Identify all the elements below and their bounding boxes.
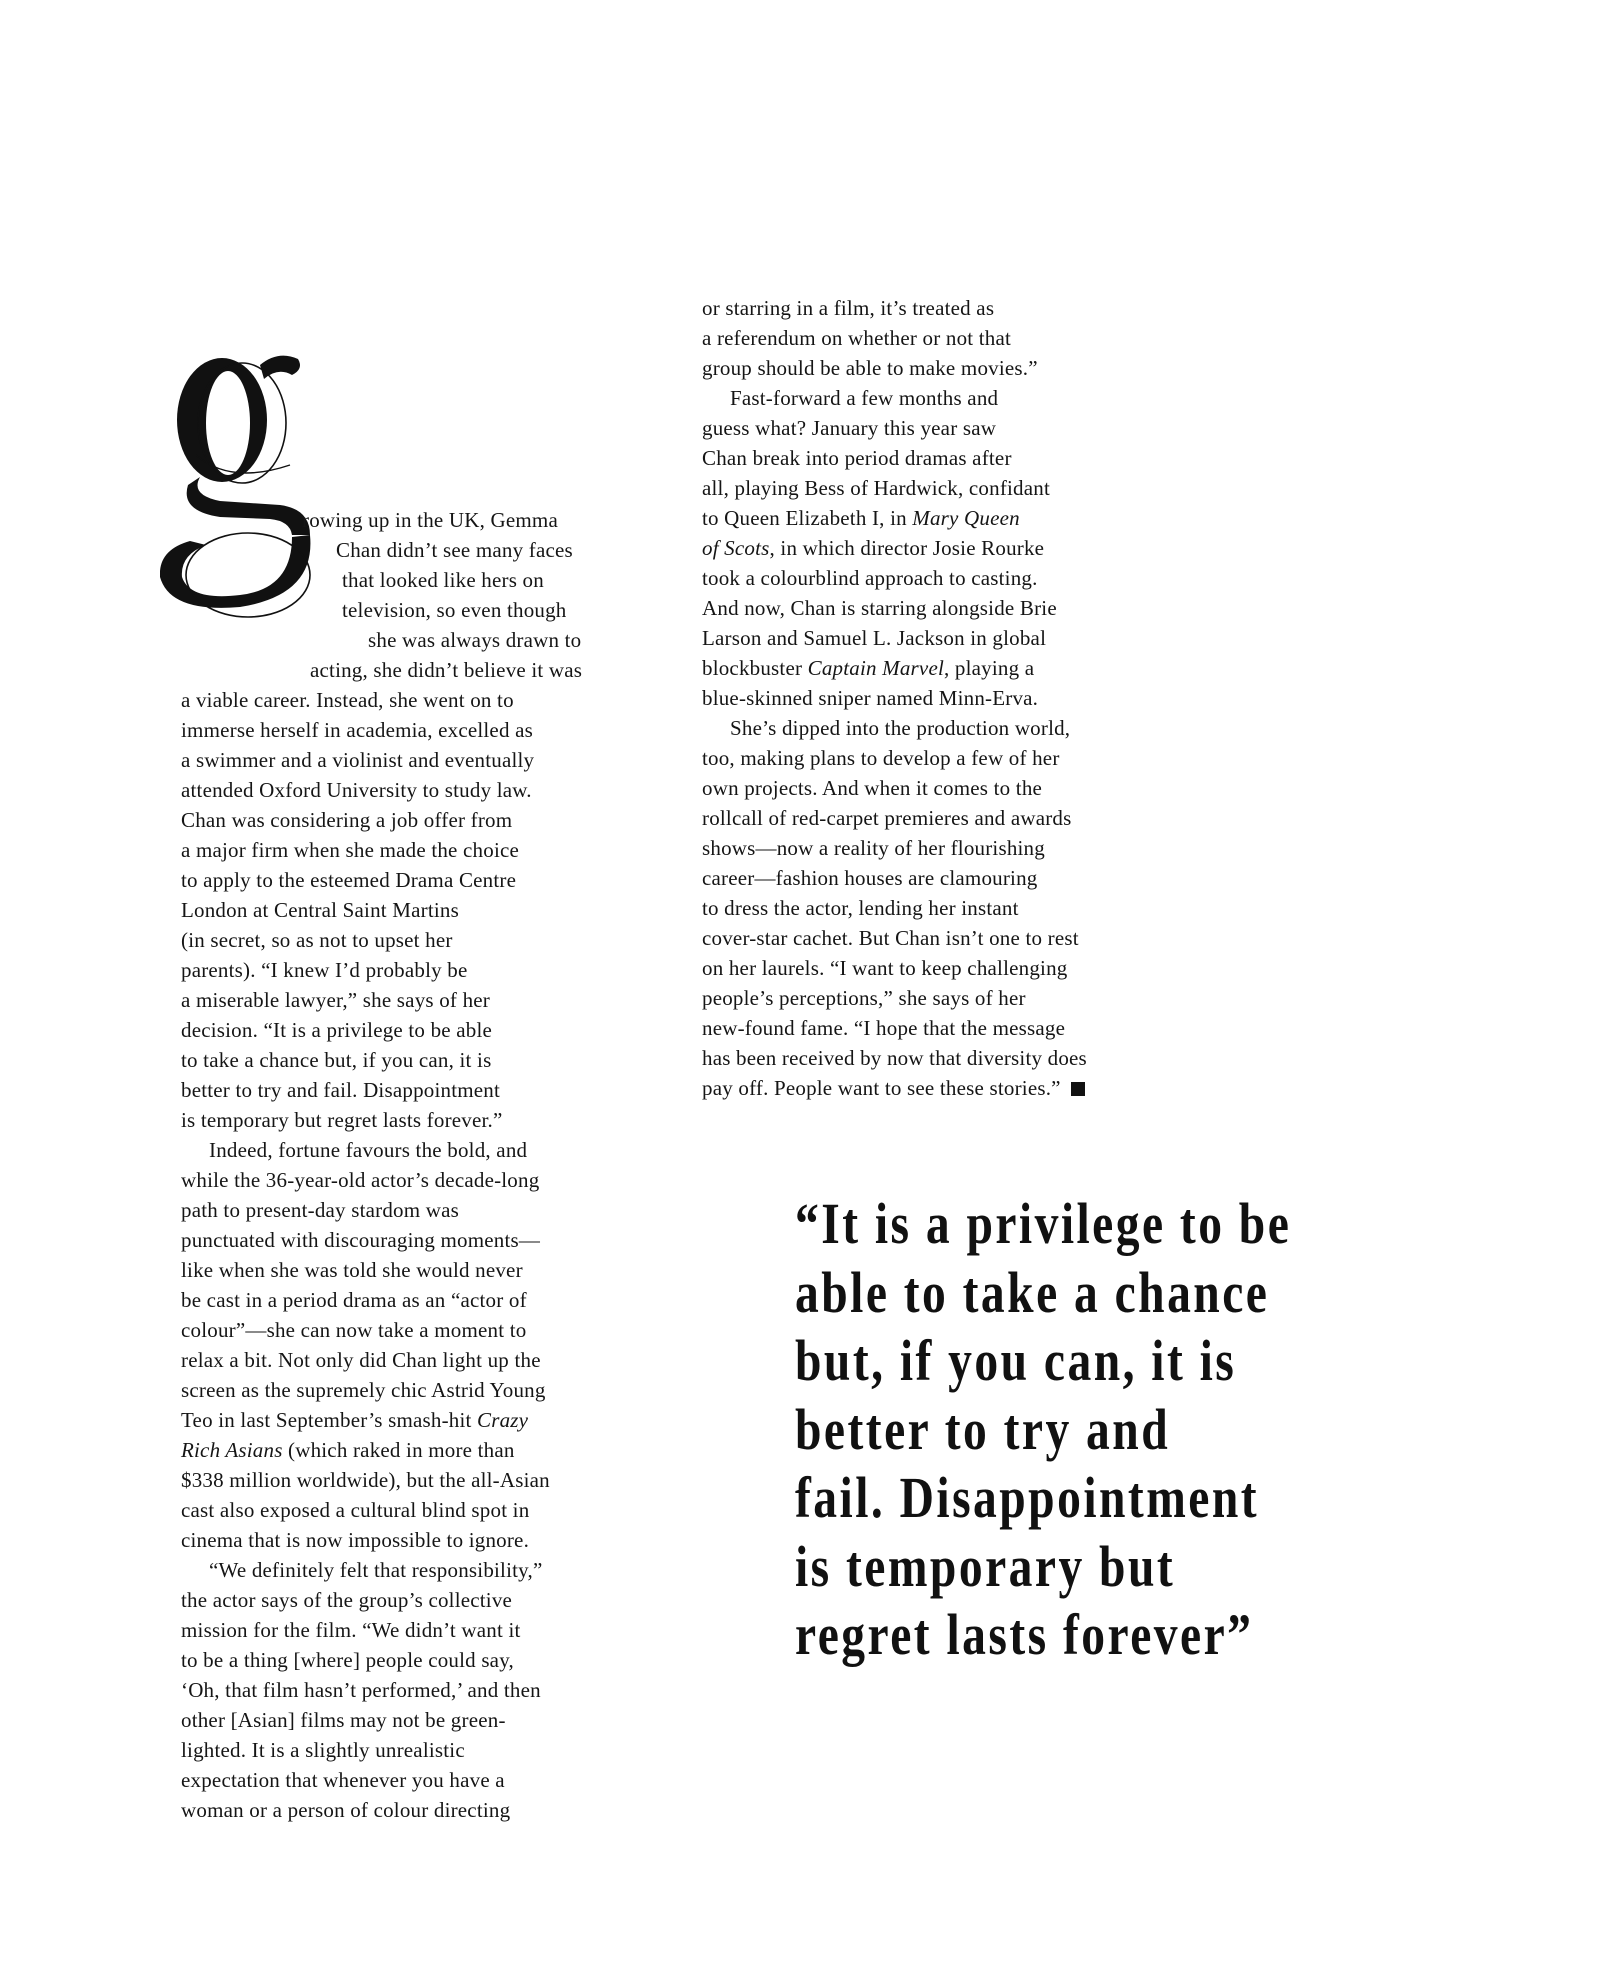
text-line: or starring in a film, it’s treated as	[702, 296, 995, 320]
end-mark-icon	[1071, 1082, 1085, 1096]
text-line: $338 million worldwide), but the all-Asian	[181, 1468, 550, 1492]
text-line: all, playing Bess of Hardwick, confidant	[702, 476, 1050, 500]
text-line	[702, 653, 1162, 683]
pull-quote-line: but, if you can, it is	[795, 1328, 1237, 1393]
text-line: London at Central Saint Martins	[181, 898, 459, 922]
text-line: Fast-forward a few months and	[730, 386, 999, 410]
text-line: like when she was told she would never	[181, 1258, 523, 1282]
text-line: mission for the film. “We didn’t want it	[181, 1618, 521, 1642]
text-segment: blockbuster	[702, 656, 803, 680]
text-line: new-found fame. “I hope that the message	[702, 1016, 1066, 1040]
text-segment: Teo in last September’s smash-hit	[181, 1408, 472, 1432]
text-line: screen as the supremely chic Astrid Young	[181, 1378, 546, 1402]
text-line: And now, Chan is starring alongside Brie	[702, 596, 1057, 620]
text-line: ‘Oh, that film hasn’t performed,’ and then	[181, 1678, 541, 1702]
left-column	[181, 685, 621, 1825]
text-line: relax a bit. Not only did Chan light up the	[181, 1348, 541, 1372]
text-line: blue-skinned sniper named Minn-Erva.	[702, 686, 1039, 710]
drop-cap	[160, 345, 320, 665]
text-line: expectation that whenever you have a	[181, 1768, 505, 1792]
italic-title: Crazy	[476, 1408, 529, 1432]
text-line: has been received by now that diversity does	[702, 1046, 1087, 1070]
text-line: acting, she didn’t believe it was	[310, 658, 583, 682]
pull-quote-line: fail. Disappointment	[795, 1465, 1260, 1530]
pull-quote-line: “It is a privilege to be	[795, 1191, 1292, 1256]
text-line: group should be able to make movies.”	[702, 356, 1038, 380]
text-line: that looked like hers on	[342, 568, 544, 592]
text-line: people’s perceptions,” she says of her	[702, 986, 1026, 1010]
text-line: rollcall of red-carpet premieres and awards	[702, 806, 1072, 830]
text-line: woman or a person of colour directing	[181, 1798, 511, 1822]
text-line: Indeed, fortune favours the bold, and	[209, 1138, 528, 1162]
text-line: guess what? January this year saw	[702, 416, 997, 440]
drop-cap-wrapped-text	[300, 505, 620, 685]
text-line: shows—now a reality of her flourishing	[702, 836, 1045, 860]
text-line: decision. “It is a privilege to be able	[181, 1018, 493, 1042]
text-line: cover-star cachet. But Chan isn’t one to rest	[702, 926, 1079, 950]
text-line: a referendum on whether or not that	[702, 326, 1012, 350]
text-line: a major firm when she made the choice	[181, 838, 520, 862]
pull-quote-line: able to take a chance	[795, 1259, 1270, 1325]
text-line: a miserable lawyer,” she says of her	[181, 988, 490, 1012]
text-line: Larson and Samuel L. Jackson in global	[702, 626, 1047, 650]
text-line: on her laurels. “I want to keep challenging	[702, 956, 1068, 980]
text-line: is temporary but regret lasts forever.”	[181, 1108, 503, 1132]
text-line: Chan was considering a job offer from	[181, 808, 513, 832]
text-line: a swimmer and a violinist and eventually	[181, 748, 535, 772]
text-line: Chan break into period dramas after	[702, 446, 1012, 470]
text-line: immerse herself in academia, excelled as	[181, 718, 533, 742]
text-segment: (which raked in more than	[282, 1438, 515, 1462]
pull-quote-line: regret lasts forever”	[795, 1602, 1254, 1667]
text-line: a viable career. Instead, she went on to	[181, 688, 514, 712]
right-column	[702, 293, 1162, 1103]
pull-quote	[795, 1190, 1292, 1670]
pull-quote-line: is temporary but	[795, 1533, 1176, 1599]
text-line: to be a thing [where] people could say,	[181, 1648, 514, 1672]
text-segment: , playing a	[944, 656, 1035, 680]
pull-quote-line: better to try and	[795, 1396, 1171, 1462]
text-line: parents). “I knew I’d probably be	[181, 958, 468, 982]
text-line: own projects. And when it comes to the	[702, 776, 1043, 800]
text-line	[702, 503, 1162, 533]
text-line: rowing up in the UK, Gemma	[302, 508, 558, 532]
text-line: colour”—she can now take a moment to	[181, 1318, 527, 1342]
text-segment: to Queen Elizabeth I, in	[702, 506, 907, 530]
text-line: she was always drawn to	[368, 628, 582, 652]
italic-title: Captain Marvel	[807, 656, 945, 680]
text-line: to dress the actor, lending her instant	[702, 896, 1019, 920]
text-line: career—fashion houses are clamouring	[702, 866, 1038, 890]
text-line	[181, 1405, 621, 1435]
text-line: attended Oxford University to study law.	[181, 778, 532, 802]
text-line	[181, 1435, 621, 1465]
text-segment: , in which director Josie Rourke	[769, 536, 1045, 560]
text-line: to take a chance but, if you can, it is	[181, 1048, 492, 1072]
drop-cap-glyph	[160, 345, 320, 665]
text-line: Chan didn’t see many faces	[336, 538, 573, 562]
text-line: be cast in a period drama as an “actor of	[181, 1288, 527, 1312]
text-line: to apply to the esteemed Drama Centre	[181, 868, 517, 892]
text-line: took a colourblind approach to casting.	[702, 566, 1038, 590]
italic-title: Mary Queen	[912, 506, 1020, 530]
text-line	[702, 1073, 1162, 1103]
text-line: lighted. It is a slightly unrealistic	[181, 1738, 465, 1762]
text-line: cinema that is now impossible to ignore.	[181, 1528, 530, 1552]
text-line: television, so even though	[342, 598, 567, 622]
text-line: (in secret, so as not to upset her	[181, 928, 453, 952]
text-line: “We definitely felt that responsibility,”	[209, 1558, 543, 1582]
text-line	[702, 533, 1162, 563]
text-line: better to try and fail. Disappointment	[181, 1078, 501, 1102]
text-line: while the 36-year-old actor’s decade-long	[181, 1168, 540, 1192]
text-line: She’s dipped into the production world,	[730, 716, 1071, 740]
text-line: other [Asian] films may not be green-	[181, 1708, 506, 1732]
text-line: punctuated with discouraging moments—	[181, 1228, 541, 1252]
text-line: path to present-day stardom was	[181, 1198, 459, 1222]
text-line: too, making plans to develop a few of her	[702, 746, 1060, 770]
italic-title: of Scots	[702, 536, 770, 560]
italic-title: Rich Asians	[181, 1438, 283, 1462]
text-line: the actor says of the group’s collective	[181, 1588, 513, 1612]
text-segment: pay off. People want to see these stories.”	[702, 1076, 1061, 1100]
text-line: cast also exposed a cultural blind spot in	[181, 1498, 530, 1522]
